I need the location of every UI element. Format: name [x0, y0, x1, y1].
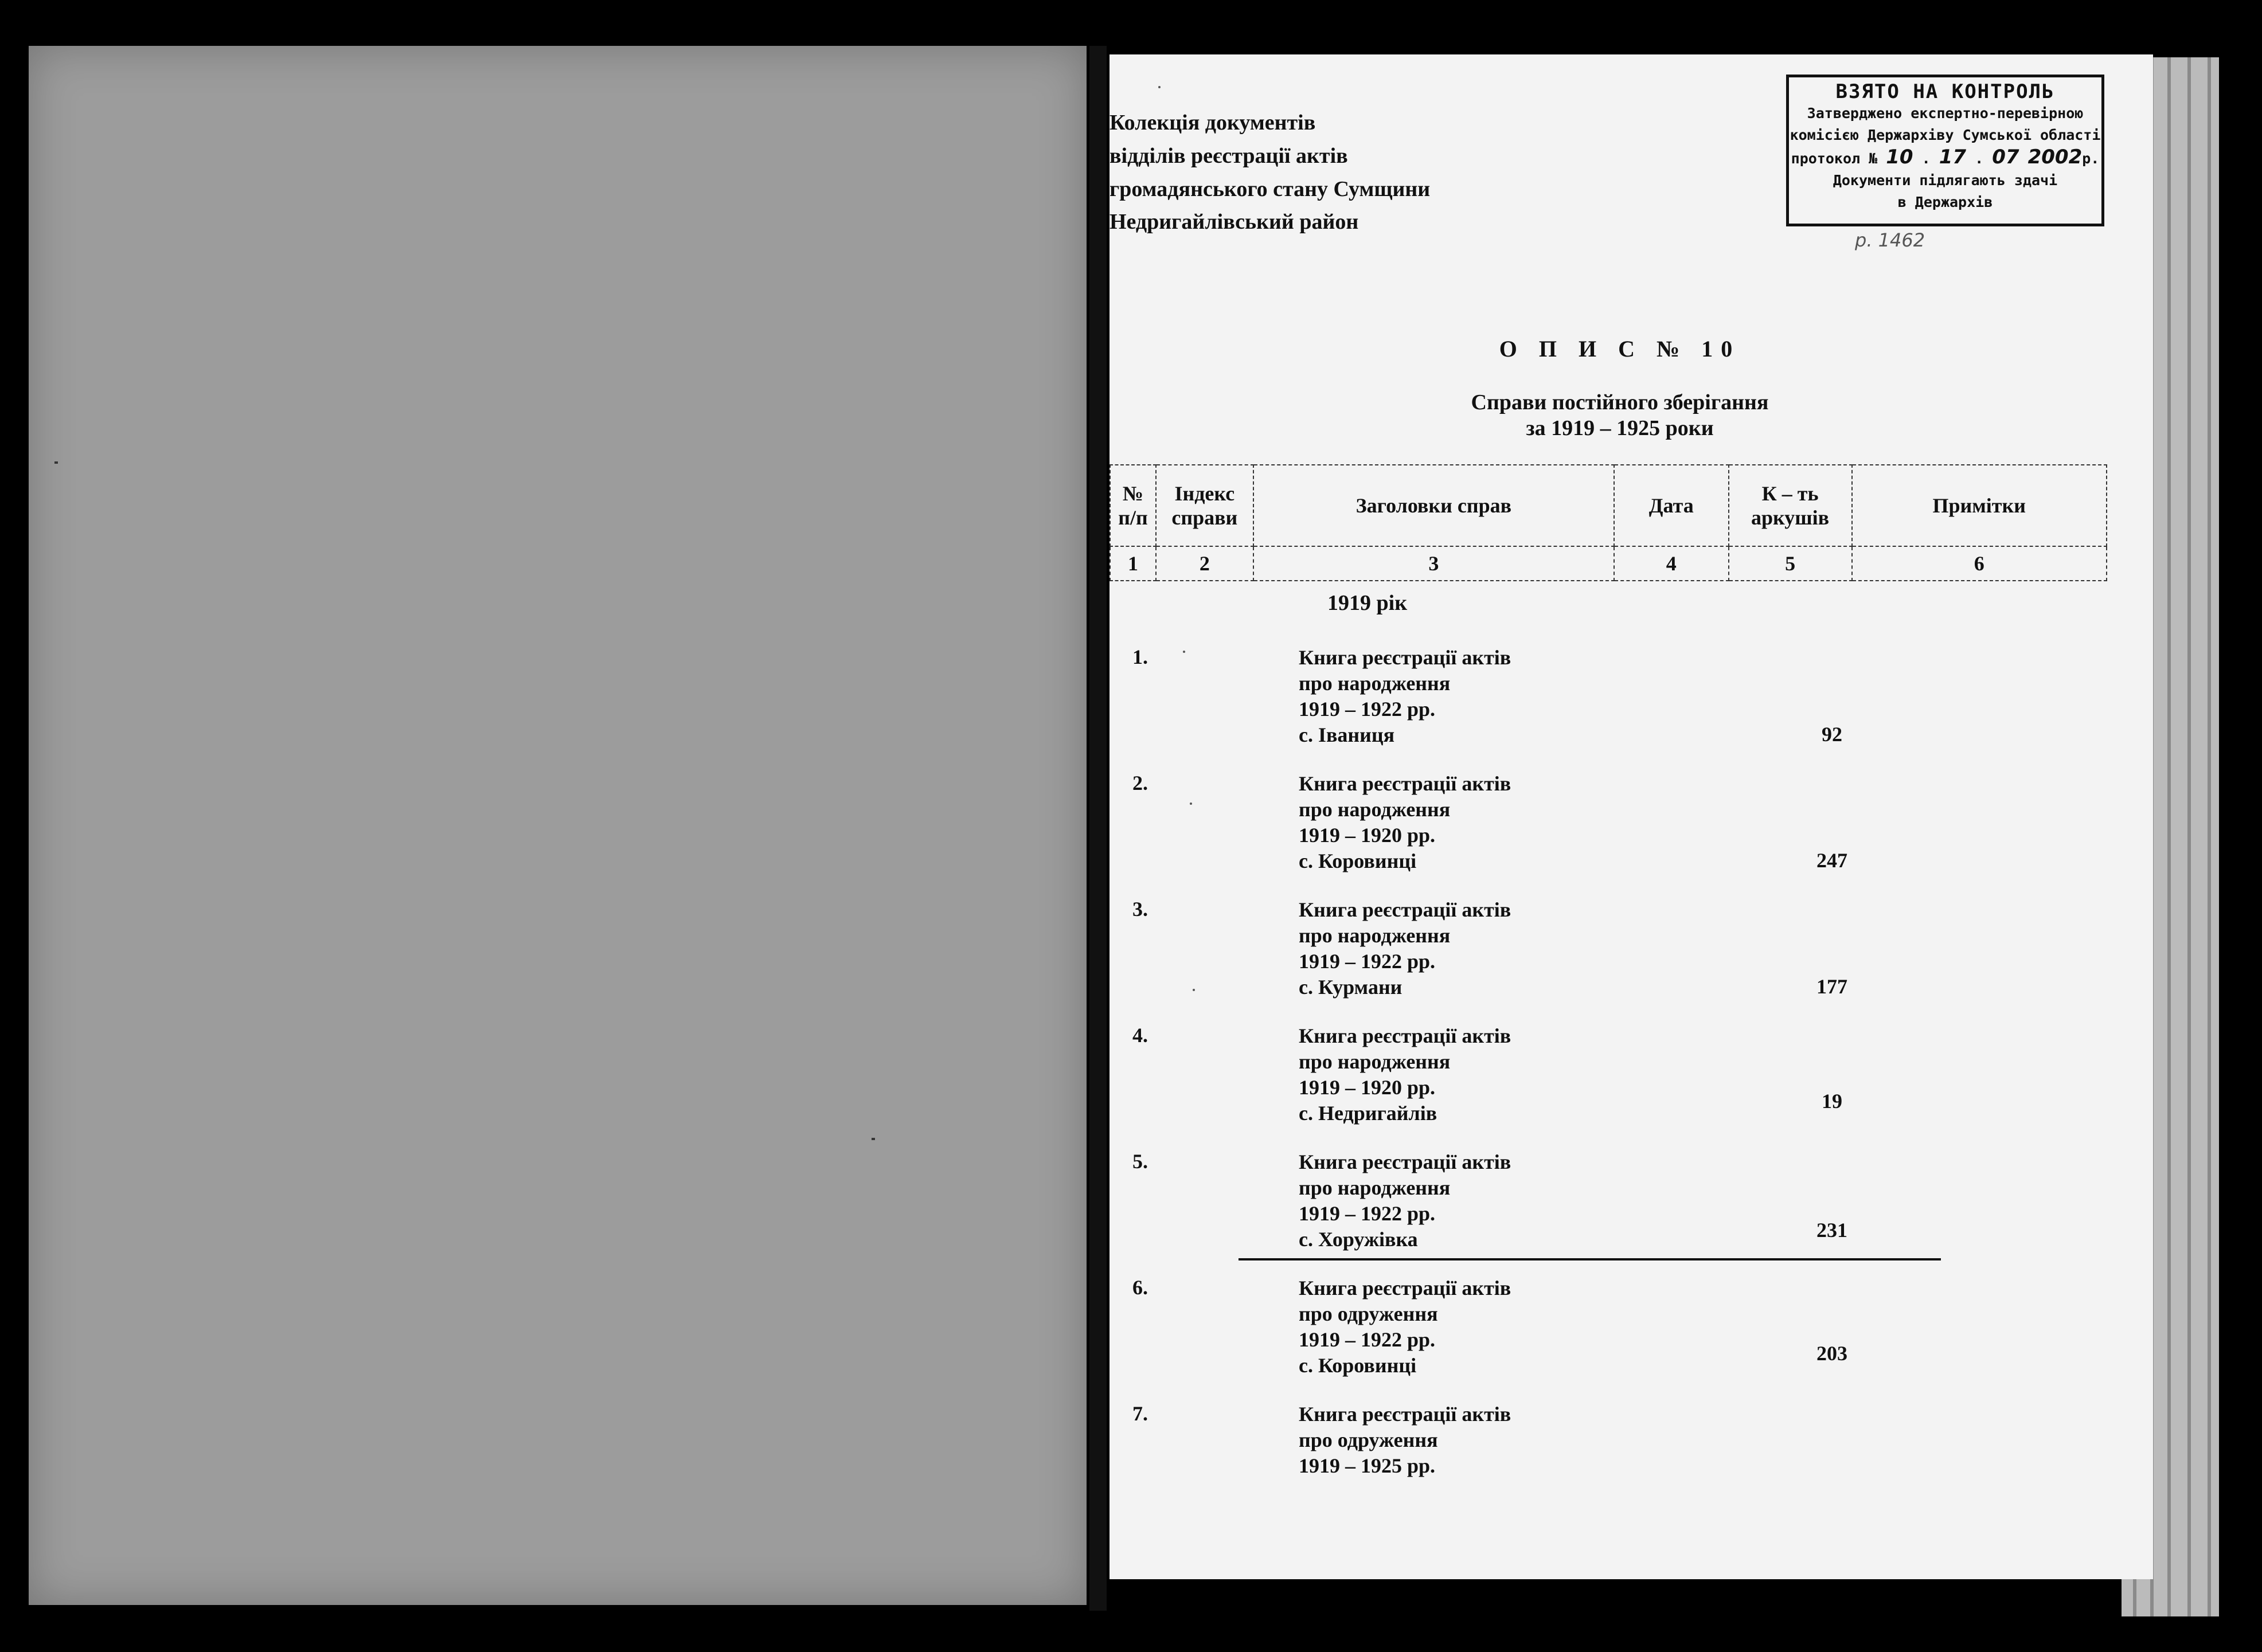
entry-title: Книга реєстрації актів про народження 1919 – 1922 рр. с. Курмани — [1299, 898, 1511, 999]
entry-number: 2. — [1132, 772, 1148, 794]
entry-title: Книга реєстрації актів про народження 1919 – 1922 рр. с. Хоружівка — [1299, 1150, 1511, 1251]
ink-dot — [1190, 802, 1192, 805]
header-line: громадянського стану Сумщини — [1109, 177, 1431, 201]
stamp-protocol-prefix: протокол № — [1791, 150, 1878, 167]
stamp-line: Затверджено експертно-перевірною — [1807, 105, 2084, 122]
stamp-date-day: 17 — [1939, 146, 1967, 169]
entry-number: 4. — [1132, 1024, 1148, 1047]
header-cell-index: Індекс справи — [1156, 465, 1253, 546]
ink-dot — [1193, 989, 1195, 991]
stamp-date-month: 07 — [1992, 146, 2019, 169]
left-blank-page — [29, 46, 1087, 1605]
column-number: 4 — [1614, 546, 1729, 581]
stamp-protocol-line: протокол № 10 . 17 . 07 2002р. — [1791, 146, 2100, 169]
header-cell-titles: Заголовки справ — [1253, 465, 1614, 546]
stamp-line: в Держархів — [1897, 194, 1993, 210]
entry-title: Книга реєстрації актів про одруження 1919 – 1925 рр. — [1299, 1403, 1511, 1477]
district-name: Недригайлівський район — [1109, 210, 1359, 234]
year-heading: 1919 рік — [1327, 591, 1408, 615]
entry-sheet-count: 203 — [1816, 1342, 1847, 1365]
stamp-protocol-number: 10 — [1886, 146, 1913, 169]
entry-sheet-count: 231 — [1816, 1219, 1847, 1242]
page-speck — [54, 461, 58, 464]
column-number: 2 — [1156, 546, 1253, 581]
header-cell-notes: Примітки — [1852, 465, 2107, 546]
header-cell-sheet-count: К – ть аркушів — [1729, 465, 1852, 546]
collection-header — [1109, 106, 1430, 206]
control-stamp — [1786, 75, 2104, 226]
column-number: 6 — [1852, 546, 2107, 581]
header-line: Колекція документів — [1109, 111, 1316, 135]
inventory-table-header — [1109, 464, 2107, 581]
stamp-year-suffix: р. — [2082, 150, 2100, 167]
inventory-title: О П И С № 10 — [1499, 336, 1741, 362]
entry-sheet-count: 247 — [1816, 849, 1847, 872]
inventory-page — [1109, 54, 2153, 1579]
stamp-title: ВЗЯТО НА КОНТРОЛЬ — [1835, 80, 2055, 103]
entry-title: Книга реєстрації актів про народження 1919 – 1920 рр. с. Коровинці — [1299, 772, 1511, 872]
entry-number: 1. — [1132, 645, 1148, 668]
column-number: 1 — [1110, 546, 1156, 581]
column-number: 5 — [1729, 546, 1852, 581]
entry-title: Книга реєстрації актів про одруження 1919 – 1922 рр. с. Коровинці — [1299, 1277, 1511, 1377]
header-cell-number: № п/п — [1110, 465, 1156, 546]
entry-sheet-count: 177 — [1816, 975, 1847, 998]
entry-title: Книга реєстрації актів про народження 1919 – 1920 рр. с. Недригайлів — [1299, 1024, 1511, 1125]
stamp-line: Документи підлягають здачі — [1833, 172, 2058, 189]
inventory-period: за 1919 – 1925 роки — [1526, 416, 1714, 440]
inventory-subtitle: Справи постійного зберігання — [1471, 390, 1769, 414]
header-cell-date: Дата — [1614, 465, 1729, 546]
entry-number: 5. — [1132, 1150, 1148, 1173]
separator-line — [1239, 1258, 1941, 1260]
entry-number: 7. — [1132, 1402, 1148, 1425]
stamp-line: комісією Держархіву Сумської області — [1790, 127, 2101, 143]
entry-number: 6. — [1132, 1276, 1148, 1299]
page-speck — [872, 1138, 875, 1140]
header-line: відділів реєстрації актів — [1109, 144, 1348, 168]
entry-sheet-count: 92 — [1822, 723, 1842, 746]
book-spine — [1089, 46, 1107, 1611]
stamp-date-year: 2002 — [2027, 146, 2083, 169]
entry-title: Книга реєстрації актів про народження 1919 – 1922 рр. с. Іваниця — [1299, 646, 1511, 746]
entry-sheet-count: 19 — [1822, 1090, 1842, 1113]
entry-number: 3. — [1132, 898, 1148, 921]
ink-dot — [1183, 651, 1185, 653]
archive-reference: р. 1462 — [1855, 229, 1925, 251]
column-number: 3 — [1253, 546, 1614, 581]
ink-dot — [1158, 86, 1161, 88]
